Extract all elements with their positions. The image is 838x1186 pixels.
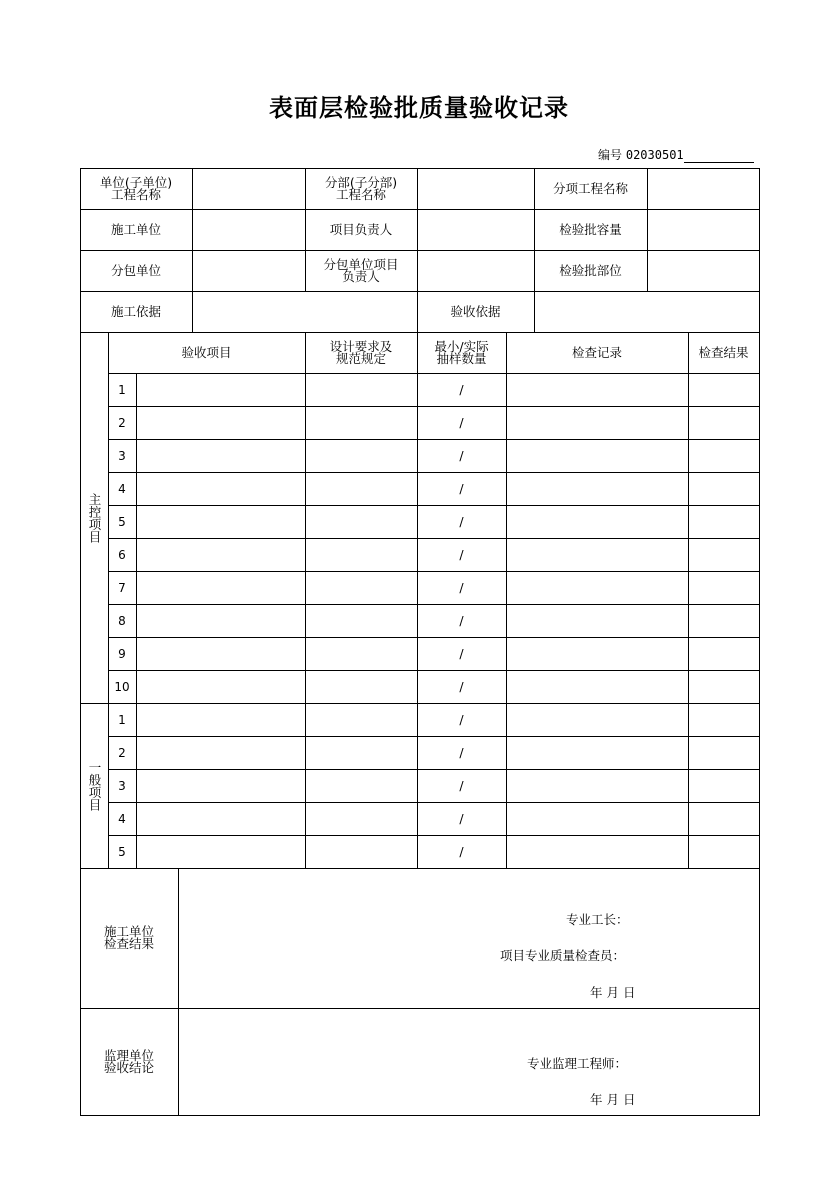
acceptance-basis-field[interactable] [535, 292, 759, 332]
general-row-number: 1 [118, 712, 126, 727]
main-row-number: 9 [118, 646, 126, 661]
main-item-field[interactable] [137, 671, 305, 703]
serial-number [598, 146, 754, 163]
main-record-field[interactable] [507, 407, 688, 439]
main-item-field[interactable] [137, 539, 305, 571]
general-design-field[interactable] [306, 704, 417, 736]
main-result-field[interactable] [689, 572, 759, 604]
label-sub-project-manager: 分包单位项目 负责人 [323, 256, 399, 284]
table-right [759, 168, 760, 1116]
label-construction-basis: 施工依据 [110, 303, 161, 319]
general-record-field[interactable] [507, 836, 688, 868]
main-result-field[interactable] [689, 506, 759, 538]
general-record-field[interactable] [507, 803, 688, 835]
label-unit-project-name: 单位(子单位) 工程名称 [99, 174, 173, 202]
main-item-field[interactable] [137, 374, 305, 406]
main-result-field[interactable] [689, 539, 759, 571]
sample-slash: / [459, 381, 464, 397]
column-header-record: 检查记录 [571, 344, 622, 360]
general-result-field[interactable] [689, 737, 759, 769]
main-result-field[interactable] [689, 671, 759, 703]
general-result-field[interactable] [689, 704, 759, 736]
column-header-design: 设计要求及 规范规定 [329, 338, 393, 366]
unit-project-name-field[interactable] [193, 169, 305, 209]
sample-slash: / [459, 777, 464, 793]
project-manager-field[interactable] [418, 210, 534, 250]
sample-slash: / [459, 612, 464, 628]
table-bottom [80, 1115, 760, 1116]
construction-basis-field[interactable] [193, 292, 417, 332]
main-row-number: 10 [114, 679, 130, 694]
main-row-number: 8 [118, 613, 126, 628]
sample-slash: / [459, 711, 464, 727]
sample-slash: / [459, 744, 464, 760]
label-project-manager: 项目负责人 [329, 221, 393, 237]
label-batch-capacity: 检验批容量 [559, 221, 622, 237]
column-header-sample: 最小/实际 抽样数量 [434, 338, 489, 366]
main-item-field[interactable] [137, 572, 305, 604]
construction-unit-field[interactable] [193, 210, 305, 250]
general-item-field[interactable] [137, 770, 305, 802]
main-record-field[interactable] [507, 671, 688, 703]
page-title: 表面层检验批质量验收记录 [269, 94, 569, 122]
main-record-field[interactable] [507, 506, 688, 538]
subcontractor-field[interactable] [193, 251, 305, 291]
general-result-field[interactable] [689, 803, 759, 835]
main-result-field[interactable] [689, 605, 759, 637]
sample-slash: / [459, 546, 464, 562]
sample-slash: / [459, 414, 464, 430]
general-record-field[interactable] [507, 770, 688, 802]
main-record-field[interactable] [507, 605, 688, 637]
sample-slash: / [459, 447, 464, 463]
sample-slash: / [459, 480, 464, 496]
sample-slash: / [459, 645, 464, 661]
main-result-field[interactable] [689, 407, 759, 439]
sample-slash: / [459, 810, 464, 826]
sub-project-manager-field[interactable] [418, 251, 534, 291]
label-acceptance-basis: 验收依据 [450, 303, 501, 319]
main-record-field[interactable] [507, 440, 688, 472]
batch-location-field[interactable] [648, 251, 759, 291]
sub-project-name-field[interactable] [418, 169, 534, 209]
section-divider [80, 868, 760, 869]
supervision-date-label: 年 月 日 [590, 1092, 636, 1107]
main-row-number: 6 [118, 547, 126, 562]
general-row-number: 4 [118, 811, 126, 826]
general-row-number: 3 [118, 778, 126, 793]
main-control-label: 主控项目 [87, 492, 102, 543]
main-design-field[interactable] [306, 440, 417, 472]
main-result-field[interactable] [689, 440, 759, 472]
main-result-field[interactable] [689, 473, 759, 505]
general-item-field[interactable] [137, 737, 305, 769]
serial-code: 02030501 [625, 148, 684, 162]
column-header-item: 验收项目 [181, 344, 232, 360]
main-design-field[interactable] [306, 506, 417, 538]
main-item-field[interactable] [137, 506, 305, 538]
general-item-field[interactable] [137, 836, 305, 868]
main-row-number: 5 [118, 514, 126, 529]
label-subcontractor: 分包单位 [110, 262, 161, 278]
general-record-field[interactable] [507, 737, 688, 769]
main-record-field[interactable] [507, 374, 688, 406]
general-item-field[interactable] [137, 704, 305, 736]
main-row-number: 2 [118, 415, 126, 430]
general-row-number: 5 [118, 844, 126, 859]
main-row-number: 3 [118, 448, 126, 463]
sample-slash: / [459, 678, 464, 694]
main-record-field[interactable] [507, 572, 688, 604]
main-record-field[interactable] [507, 473, 688, 505]
general-row-number: 2 [118, 745, 126, 760]
general-design-field[interactable] [306, 836, 417, 868]
main-item-field[interactable] [137, 473, 305, 505]
main-design-field[interactable] [306, 638, 417, 670]
main-design-field[interactable] [306, 572, 417, 604]
main-result-field[interactable] [689, 638, 759, 670]
general-design-field[interactable] [306, 737, 417, 769]
main-item-field[interactable] [137, 638, 305, 670]
serial-underline [684, 149, 754, 163]
main-row-number: 7 [118, 580, 126, 595]
main-design-field[interactable] [306, 473, 417, 505]
construction-date-label: 年 月 日 [590, 985, 636, 1000]
general-design-field[interactable] [306, 803, 417, 835]
label-sub-project-name: 分部(子分部) 工程名称 [324, 174, 398, 202]
supervision-label: 监理单位 验收结论 [103, 1047, 154, 1075]
general-record-field[interactable] [507, 704, 688, 736]
main-row-number: 1 [118, 382, 126, 397]
main-design-field[interactable] [306, 407, 417, 439]
inspector-signature-label: 项目专业质量检查员： [500, 948, 626, 963]
general-result-field[interactable] [689, 770, 759, 802]
main-record-field[interactable] [507, 638, 688, 670]
grid-line-v [178, 868, 179, 1116]
main-design-field[interactable] [306, 605, 417, 637]
batch-capacity-field[interactable] [648, 210, 759, 250]
main-row-number: 4 [118, 481, 126, 496]
label-batch-location: 检验批部位 [559, 262, 622, 278]
main-design-field[interactable] [306, 539, 417, 571]
general-design-field[interactable] [306, 770, 417, 802]
sample-slash: / [459, 579, 464, 595]
main-result-field[interactable] [689, 374, 759, 406]
item-project-name-field[interactable] [648, 169, 759, 209]
main-record-field[interactable] [507, 539, 688, 571]
column-header-result: 检查结果 [698, 344, 749, 360]
label-item-project-name: 分项工程名称 [552, 180, 628, 196]
general-item-field[interactable] [137, 803, 305, 835]
serial-label: 编号 [598, 148, 623, 162]
main-design-field[interactable] [306, 671, 417, 703]
sample-slash: / [459, 513, 464, 529]
foreman-signature-label: 专业工长： [566, 912, 629, 927]
general-result-field[interactable] [689, 836, 759, 868]
main-design-field[interactable] [306, 374, 417, 406]
engineer-signature-label: 专业监理工程师： [527, 1056, 628, 1071]
main-item-field[interactable] [137, 407, 305, 439]
general-items-label: 一般项目 [87, 760, 102, 811]
main-item-field[interactable] [137, 440, 305, 472]
construction-check-label: 施工单位 检查结果 [103, 924, 154, 951]
main-item-field[interactable] [137, 605, 305, 637]
grid-line-h [80, 1008, 760, 1009]
sample-slash: / [459, 843, 464, 859]
label-construction-unit: 施工单位 [110, 221, 161, 237]
